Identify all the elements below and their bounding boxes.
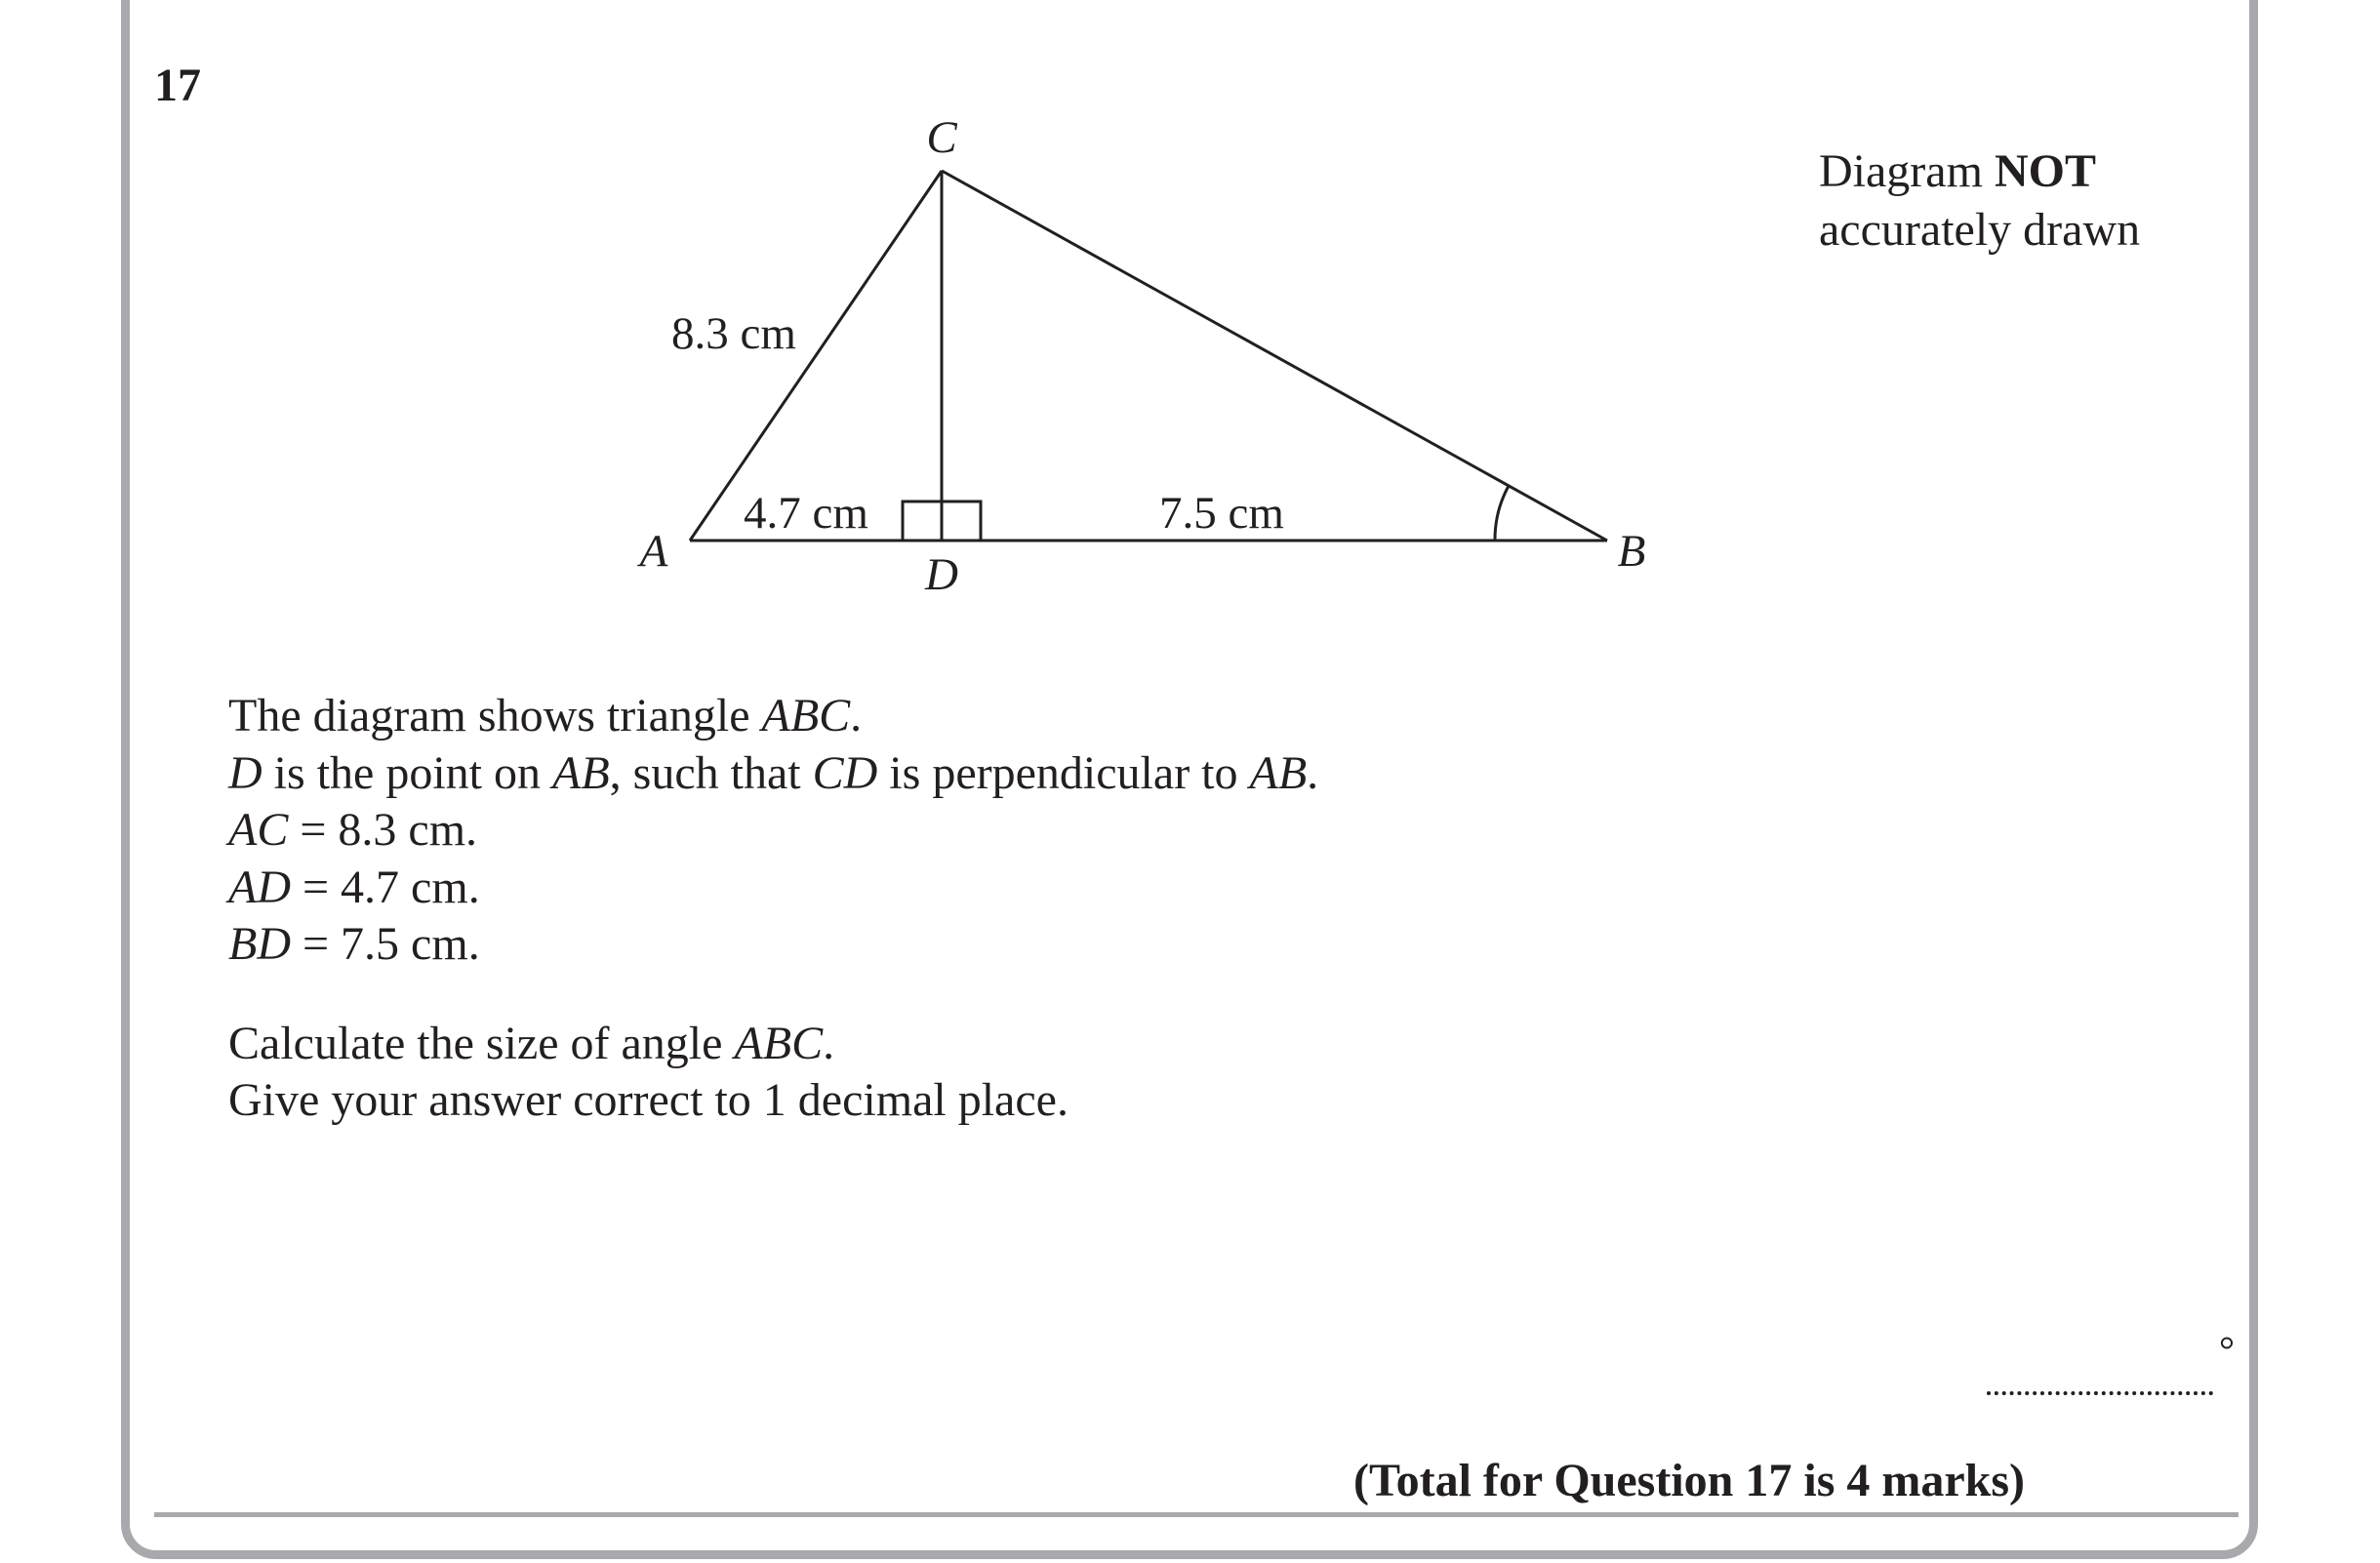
- label-ac: 8.3 cm: [671, 308, 796, 359]
- instruction-line-2: Give your answer correct to 1 decimal place.: [228, 1074, 1069, 1126]
- question-line-2: D is the point on AB, such that CD is perpendicular to AB.: [228, 746, 1319, 799]
- question-line-ac: AC = 8.3 cm.: [228, 804, 478, 856]
- angle-b-arc: [1495, 486, 1509, 541]
- note-line-2: accurately drawn: [1819, 204, 2141, 256]
- question-line-1: The diagram shows triangle ABC.: [228, 690, 863, 741]
- note-not: NOT: [1994, 145, 2096, 197]
- label-ad: 4.7 cm: [744, 488, 868, 539]
- total-marks: (Total for Question 17 is 4 marks): [1353, 1455, 2026, 1506]
- vertex-label-a: A: [639, 526, 668, 577]
- diagram-not-accurate-note: [1819, 142, 2140, 260]
- question-number: 17: [154, 60, 201, 111]
- question-text: [228, 688, 1318, 1130]
- degree-sign: °: [2219, 1328, 2235, 1372]
- note-prefix: Diagram: [1819, 145, 1995, 197]
- instruction-line-1: Calculate the size of angle ABC.: [228, 1017, 835, 1069]
- side-bc: [942, 171, 1607, 541]
- footer-rule: [154, 1512, 2239, 1517]
- question-line-bd: BD = 7.5 cm.: [228, 918, 480, 970]
- question-line-ad: AD = 4.7 cm.: [228, 861, 480, 913]
- triangle-diagram: [0, 0, 2380, 702]
- vertex-label-b: B: [1617, 526, 1646, 577]
- note-line-1: [1819, 142, 2140, 201]
- answer-line[interactable]: [1987, 1391, 2213, 1395]
- vertex-label-d: D: [925, 549, 958, 600]
- label-bd: 7.5 cm: [1159, 488, 1284, 539]
- vertex-label-c: C: [926, 112, 957, 163]
